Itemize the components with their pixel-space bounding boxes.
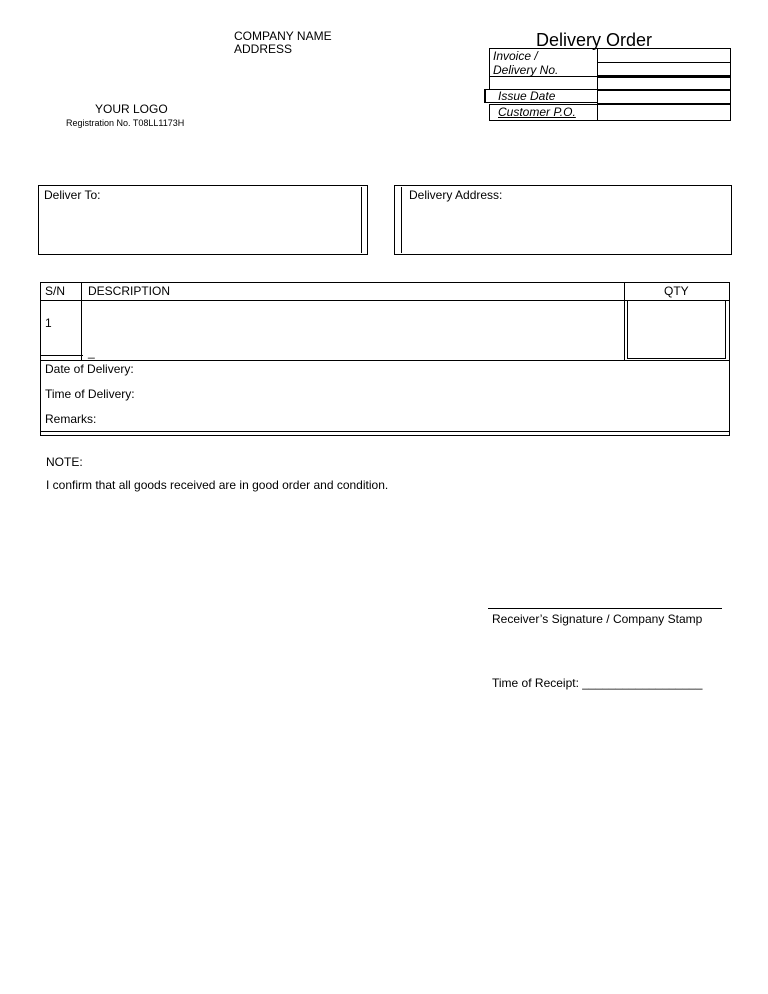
header-qty: QTY [664,284,689,298]
order-info-table [484,48,731,121]
deliver-to-label: Deliver To: [44,188,101,202]
signature-line[interactable] [488,608,722,609]
company-address: ADDRESS [234,42,293,56]
document-title: Delivery Order [536,30,653,50]
delivery-address-label: Delivery Address: [409,188,503,202]
date-of-delivery-label: Date of Delivery: [45,362,134,376]
invoice-value-cell[interactable] [597,48,731,63]
company-name: COMPANY NAME [234,29,332,43]
row-sn: 1 [45,316,52,330]
time-of-delivery-label: Time of Delivery: [45,387,135,401]
note-label: NOTE: [46,455,83,469]
note-text: I confirm that all goods received are in good order and condition. [46,478,389,492]
time-of-receipt[interactable]: Time of Receipt: __________________ [492,676,703,690]
registration-number: Registration No. T08LL1173H [66,118,185,128]
remarks-label: Remarks: [45,412,97,426]
customer-po-label: Customer P.O. [498,105,576,119]
signature-label: Receiver’s Signature / Company Stamp [492,612,703,626]
header-description: DESCRIPTION [88,284,171,298]
customer-po-value-cell[interactable] [597,104,731,121]
issue-date-label: Issue Date [498,89,556,103]
issue-date-value-cell[interactable] [597,89,731,104]
small-mark: _ [88,345,95,359]
company-block [234,30,332,56]
delivery-no-label: Delivery No. [493,63,559,77]
delivery-address-box[interactable] [394,185,732,255]
items-table [40,282,730,436]
header-sn: S/N [45,284,66,298]
invoice-label: Invoice / [493,49,538,63]
deliver-to-box[interactable] [38,185,368,255]
blank-label-cell [489,76,598,90]
logo-placeholder: YOUR LOGO [95,102,168,116]
delivery-no-value-cell[interactable] [597,62,731,77]
